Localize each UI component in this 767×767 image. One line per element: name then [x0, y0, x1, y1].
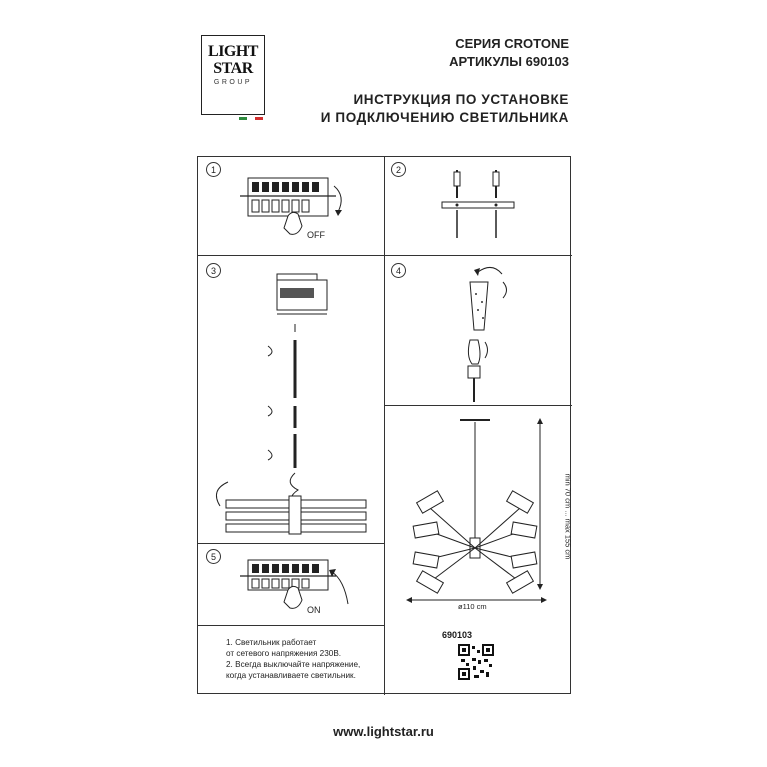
flag-white	[247, 117, 255, 120]
width-dimension-label: ø110 cm	[458, 602, 487, 611]
note-line-4: когда устанавливаете светильник.	[226, 671, 356, 680]
breaker-off-illustration	[236, 170, 356, 250]
off-label: OFF	[307, 230, 325, 240]
height-dimension-label: min 70 cm ... max 155 cm	[563, 473, 573, 560]
breaker-on-illustration	[236, 552, 356, 632]
step-number-5: 5	[206, 549, 221, 564]
flag-red	[255, 117, 263, 120]
grid-hline-step5	[198, 543, 385, 544]
article-number: 690103	[442, 630, 473, 640]
instruction-title-line1: ИНСТРУКЦИЯ ПО УСТАНОВКЕ	[353, 92, 569, 107]
chandelier-dimension-illustration	[400, 412, 570, 622]
bulb-shade-illustration	[440, 264, 520, 404]
note-line-2: от сетевого напряжения 230В.	[226, 649, 342, 658]
italian-flag-icon	[239, 117, 263, 120]
grid-hline-top	[198, 255, 572, 256]
flag-green	[239, 117, 247, 120]
logo-word-star: STAR	[213, 60, 253, 77]
step-number-3: 3	[206, 263, 221, 278]
assembly-illustration	[206, 268, 381, 538]
articles-title: АРТИКУЛЫ 690103	[449, 54, 569, 69]
series-title: СЕРИЯ CROTONE	[455, 36, 569, 51]
step-number-2: 2	[391, 162, 406, 177]
brand-logo	[201, 35, 265, 121]
instruction-title-line2: И ПОДКЛЮЧЕНИЮ СВЕТИЛЬНИКА	[320, 110, 569, 125]
step-number-4: 4	[391, 263, 406, 278]
logo-word-group: GROUP	[213, 79, 253, 86]
grid-vline	[384, 157, 385, 695]
website-url[interactable]: www.lightstar.ru	[333, 724, 434, 739]
grid-hline-right	[384, 405, 572, 406]
step-number-1: 1	[206, 162, 221, 177]
safety-notes	[226, 637, 360, 681]
logo-word-light: LIGHT	[208, 43, 258, 60]
note-line-1: 1. Светильник работает	[226, 638, 317, 647]
qr-code-icon	[458, 644, 494, 680]
mounting-bracket-illustration	[440, 168, 520, 248]
note-line-3: 2. Всегда выключайте напряжение,	[226, 660, 361, 669]
on-label: ON	[307, 605, 321, 615]
